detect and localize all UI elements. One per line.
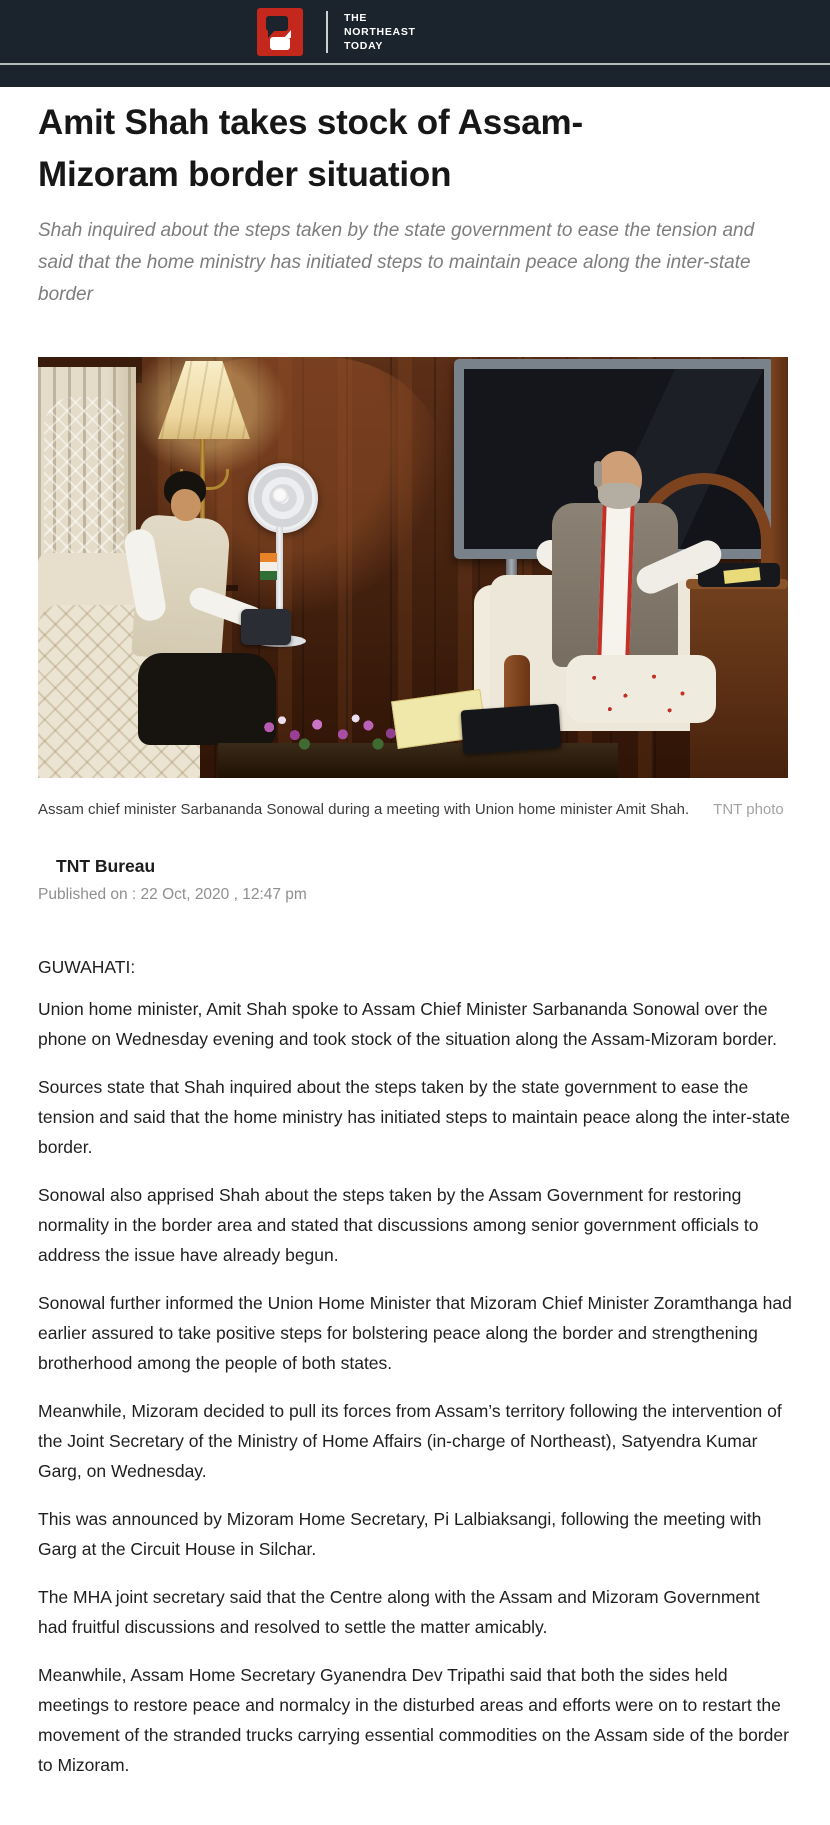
photo-shah-hair: [594, 461, 602, 487]
photo-flag-green: [260, 571, 277, 580]
photo-flag-white: [260, 562, 277, 571]
article-paragraph: Sonowal also apprised Shah about the steps taken by the Assam Government for restoring normality in the border area and stated that discussions among senior government officials to address the issue have already begun.: [38, 1185, 759, 1265]
photo-shah-lap-cloth-pattern: [576, 661, 706, 717]
article-paragraph: Meanwhile, Assam Home Secretary Gyanendra Dev Tripathi said that both the sides held meetings to restore peace and normalcy in the disturbed areas and efforts were on to restart the movement of the stranded trucks carrying essential commodities on the Assam side of the border to Mizoram.: [38, 1665, 789, 1775]
article-subtitle: Shah inquired about the steps taken by the state government to ease the tension and said that the home ministry has initiated steps to maintain peace along the inter-state border: [38, 220, 755, 305]
site-header: [0, 0, 830, 63]
article-dateline: GUWAHATI:: [38, 957, 136, 977]
photo-india-flag: [260, 553, 277, 580]
photo-shah-beard: [598, 483, 640, 509]
article-photo: [38, 357, 788, 778]
brand-line-3: TODAY: [344, 39, 384, 52]
photo-orchid-flowers: [250, 707, 410, 751]
article-author[interactable]: TNT Bureau: [56, 856, 156, 876]
published-timestamp: Published on : 22 Oct, 2020 , 12:47 pm: [38, 886, 307, 903]
photo-shah-gamosa-stole: [597, 504, 634, 657]
article-paragraph: Sources state that Shah inquired about the steps taken by the state government to ease the tension and said that the home ministry has initiated steps to maintain peace along the inter-state border.: [38, 1077, 790, 1157]
photo-pedestal-fan-hub: [272, 487, 288, 503]
photo-sonowal-face: [171, 489, 201, 521]
photo-caption: Assam chief minister Sarbananda Sonowal during a meeting with Union home minister Amit Shah.: [38, 801, 690, 818]
article: [38, 97, 792, 1780]
article-body: [38, 994, 792, 1780]
article-paragraph: Sonowal further informed the Union Home Minister that Mizoram Chief Minister Zoramthanga had earlier assured to take positive steps for bolstering peace along the border and strengthening brotherhood among the people of both states.: [38, 1293, 792, 1373]
logo-speech-bubble-white-tail-icon: [284, 30, 291, 38]
article-title: Amit Shah takes stock of Assam-Mizoram border situation: [38, 103, 583, 194]
photo-black-folder: [461, 704, 562, 755]
photo-telephone: [241, 609, 291, 645]
logo-speech-bubble-white-icon: [270, 37, 290, 50]
brand-wordmark[interactable]: [344, 11, 416, 53]
photo-caption-row: [38, 800, 792, 820]
brand-divider: [326, 11, 328, 53]
article-paragraph: The MHA joint secretary said that the Centre along with the Assam and Mizoram Government had fruitful discussions and resolved to settle the matter amicably.: [38, 1587, 760, 1637]
article-paragraph: Meanwhile, Mizoram decided to pull its forces from Assam’s territory following the intervention of the Joint Secretary of the Ministry of Home Affairs (in-charge of Northeast), Satyendra Kumar Garg, on Wednesday.: [38, 1401, 782, 1481]
brand-line-1: THE: [344, 11, 368, 24]
brand-line-2: NORTHEAST: [344, 25, 416, 38]
photo-flag-saffron: [260, 553, 277, 562]
masthead-sub-bar: [0, 65, 830, 87]
article-paragraph: This was announced by Mizoram Home Secretary, Pi Lalbiaksangi, following the meeting with Garg at the Circuit House in Silchar.: [38, 1509, 762, 1559]
site-logo[interactable]: [257, 8, 303, 56]
photo-credit: TNT photo: [713, 801, 784, 818]
article-paragraph: Union home minister, Amit Shah spoke to Assam Chief Minister Sarbananda Sonowal over the phone on Wednesday evening and took stock of the situation along the Assam-Mizoram border.: [38, 999, 778, 1049]
